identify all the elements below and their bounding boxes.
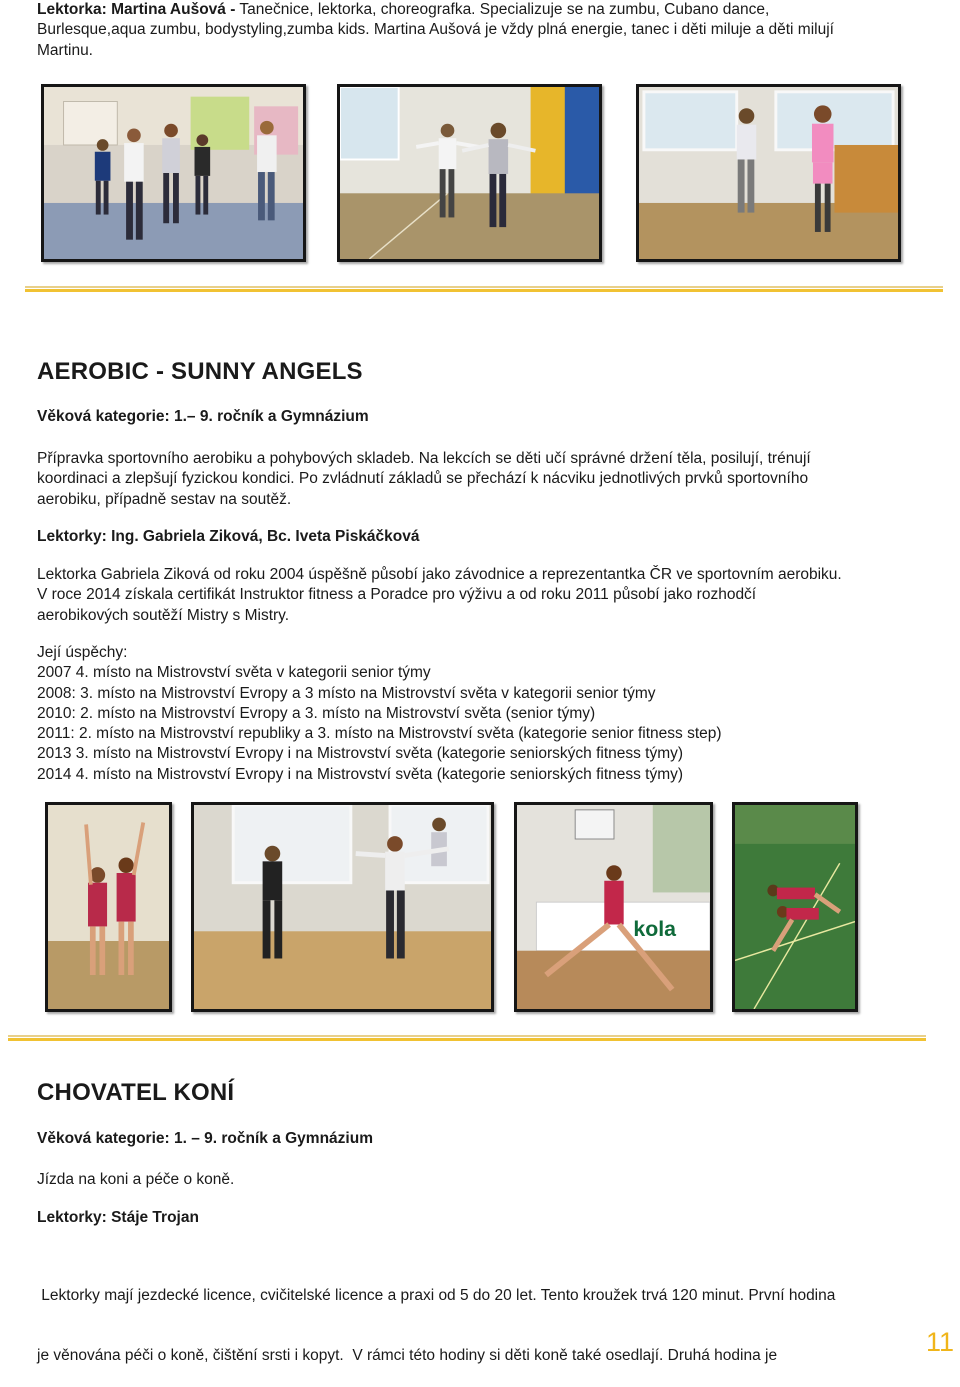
horses-description: Jízda na koni a péče o koně. <box>37 1171 235 1188</box>
intro-text-2: Burlesque,aqua zumbu, bodystyling,zumba kids. Martina Aušová je vždy plná energie, tanec i děti miluje a děti milují <box>37 21 834 39</box>
achievement-item: 2008: 3. místo na Mistrovství Evropy a 3 místo na Mistrovství světa v kategorii senior týmy <box>37 684 656 702</box>
achievement-item: 2013 3. místo na Mistrovství Evropy i na Mistrovství světa (kategorie seniorských fitness týmy) <box>37 745 684 763</box>
aerobic-bio-line-3: aerobikových soutěží Mistry s Mistry. <box>37 606 290 624</box>
aerobic-bio-line-2: V roce 2014 získala certifikát Instruktor fitness a Poradce pro výživu a od roku 2011 působí jako rozhodčí <box>37 586 757 604</box>
achievement-item: 2011: 2. místo na Mistrovství republiky a 3. místo na Mistrovství světa (kategorie senior fitness step) <box>37 725 722 743</box>
photo-aerobic-floor-pose <box>732 802 858 1012</box>
achievement-item: 2007 4. místo na Mistrovství světa v kategorii senior týmy <box>37 664 431 682</box>
photo-aerobic-competition <box>514 802 713 1012</box>
horses-lecturers: Lektorky: Stáje Trojan <box>37 1209 199 1226</box>
section-divider-2 <box>8 1035 926 1043</box>
horses-text <box>37 1245 957 1387</box>
aerobic-bio <box>37 565 957 626</box>
achievements-block <box>37 643 957 785</box>
aerobic-desc-line-1: Přípravka sportovního aerobiku a pohybových skladeb. Na lekcích se děti učí správné držení těla, posilují, trénují <box>37 450 811 467</box>
horses-category: Věková kategorie: 1. – 9. ročník a Gymnázium <box>37 1130 373 1147</box>
achievement-item: 2014 4. místo na Mistrovství Evropy i na Mistrovství světa (kategorie seniorských fitness týmy) <box>37 765 684 783</box>
intro-text-3: Martinu. <box>37 41 93 59</box>
horses-text-line-1: Lektorky mají jezdecké licence, cvičitelské licence a praxi od 5 do 20 let. Tento kroužek trvá 120 minut. První hodina <box>37 1286 836 1304</box>
achievement-item: 2010: 2. místo na Mistrovství Evropy a 3. místo na Mistrovství světa (senior týmy) <box>37 704 596 722</box>
photo-aerobic-gym <box>191 802 494 1012</box>
intro-paragraph <box>37 0 957 61</box>
photo-zumba-kids-group <box>41 84 306 262</box>
horses-text-line-2: je věnována péči o koně, čištění srsti i kopyt. V rámci této hodiny si děti koně také osedlají. Druhá hodina je <box>37 1347 778 1365</box>
aerobic-desc-line-2: koordinaci a zlepšují fyzickou kondici. Po zvládnutí základů se přechází k nácviku jednotlivých prvků sportovního <box>37 470 809 488</box>
aerobic-desc-line-3: aerobiku, případně sestav na soutěž. <box>37 490 292 508</box>
aerobic-bio-line-1: Lektorka Gabriela Ziková od roku 2004 úspěšně působí jako závodnice a reprezentantka ČR ve sportovním aerobiku. <box>37 566 842 583</box>
photo-two-girls-pose <box>636 84 901 262</box>
svg-text:kola: kola <box>633 917 677 942</box>
photo-aerobic-duo <box>45 802 172 1012</box>
aerobic-category: Věková kategorie: 1.– 9. ročník a Gymnázium <box>37 408 369 425</box>
aerobic-lecturers: Lektorky: Ing. Gabriela Ziková, Bc. Iveta Piskáčková <box>37 528 420 545</box>
intro-text-1: Tanečnice, lektorka, choreografka. Specializuje se na zumbu, Cubano dance, <box>235 1 770 18</box>
intro-label: Lektorka: Martina Aušová - <box>37 1 236 18</box>
horses-title: CHOVATEL KONÍ <box>37 1079 235 1106</box>
aerobic-description <box>37 449 957 510</box>
page-number: 11 <box>926 1327 955 1357</box>
photo-girls-arms-out <box>337 84 602 262</box>
achievements-title: Její úspěchy: <box>37 644 128 661</box>
aerobic-title: AEROBIC - SUNNY ANGELS <box>37 358 363 385</box>
section-divider-1 <box>25 286 943 294</box>
